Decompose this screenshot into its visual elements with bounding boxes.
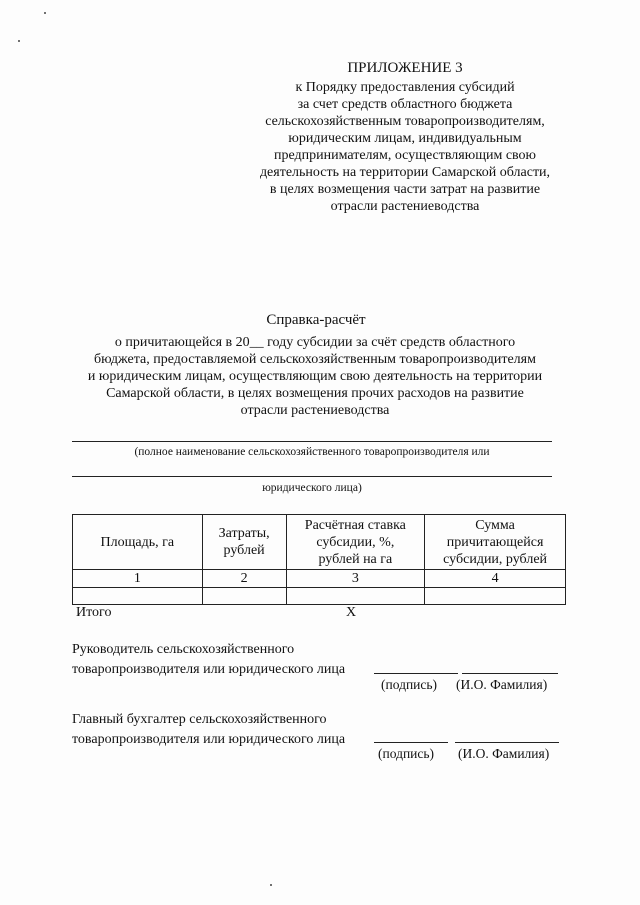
- column-number: 4: [425, 570, 566, 588]
- subtitle-line: о причитающейся в 20__ году субсидии за счёт средств областного: [114, 335, 516, 350]
- director-signature-block: [72, 640, 345, 680]
- table-row: [73, 588, 566, 605]
- recipient-name-line-2: [72, 476, 552, 477]
- total-label: Итого: [76, 605, 112, 620]
- appendix-line: юридическим лицам, индивидуальным: [288, 131, 522, 146]
- document-title: Справка-расчёт: [266, 312, 366, 328]
- appendix-line: предпринимателям, осуществляющим свою: [273, 148, 537, 163]
- appendix-header: [240, 60, 570, 215]
- costs-cell[interactable]: [202, 588, 286, 605]
- director-name-label: (И.О. Фамилия): [456, 677, 548, 692]
- header-area: Площадь, га: [73, 515, 203, 570]
- appendix-title: ПРИЛОЖЕНИЕ 3: [347, 60, 463, 76]
- accountant-role-line1: Главный бухгалтер сельскохозяйственного: [72, 712, 327, 727]
- director-signature-line[interactable]: [374, 673, 458, 674]
- director-role-line1: Руководитель сельскохозяйственного: [72, 642, 295, 657]
- subsidy-sum-cell[interactable]: [425, 588, 566, 605]
- director-name-line[interactable]: [462, 673, 558, 674]
- rate-cell[interactable]: [286, 588, 425, 605]
- appendix-line: сельскохозяйственным товаропроизводителям,: [265, 114, 545, 129]
- subtitle-line: Самарской области, в целях возмещения прочих расходов на развитие: [106, 386, 524, 401]
- header-costs: Затраты, рублей: [202, 515, 286, 570]
- scan-speck: [270, 884, 272, 886]
- accountant-name-label: (И.О. Фамилия): [458, 746, 550, 761]
- scan-speck: [18, 40, 20, 42]
- accountant-sign-label: (подпись): [378, 746, 435, 761]
- calculation-table: [72, 514, 566, 605]
- recipient-name-line-1: [72, 441, 552, 442]
- subtitle-line: бюджета, предоставляемой сельскохозяйственным товаропроизводителям: [94, 352, 536, 367]
- director-role-line2: товаропроизводителя или юридического лица: [72, 662, 346, 677]
- accountant-name-line[interactable]: [455, 742, 559, 743]
- area-cell[interactable]: [73, 588, 203, 605]
- subtitle-line: и юридическим лицам, осуществляющим свою деятельность на территории: [87, 369, 543, 384]
- table-header-row: [73, 515, 566, 570]
- column-number: 1: [73, 570, 203, 588]
- subtitle-line: отрасли растениеводства: [240, 403, 390, 418]
- column-number: 3: [286, 570, 425, 588]
- accountant-signature-block: [72, 710, 345, 750]
- recipient-hint-1: (полное наименование сельскохозяйственного товаропроизводителя или: [134, 446, 490, 458]
- header-subsidy-sum: Сумма причитающейся субсидии, рублей: [425, 515, 566, 570]
- accountant-role-line2: товаропроизводителя или юридического лица: [72, 732, 346, 747]
- total-mark: Х: [346, 605, 357, 620]
- accountant-signature-line[interactable]: [374, 742, 448, 743]
- column-number: 2: [202, 570, 286, 588]
- appendix-line: деятельность на территории Самарской области,: [259, 165, 551, 180]
- appendix-line: в целях возмещения части затрат на развитие: [269, 182, 541, 197]
- column-number-row: [73, 570, 566, 588]
- scan-speck: [44, 12, 46, 14]
- appendix-line: за счет средств областного бюджета: [297, 97, 513, 112]
- recipient-hint-2: юридического лица): [262, 482, 362, 494]
- appendix-line: к Порядку предоставления субсидий: [295, 80, 515, 95]
- director-sign-label: (подпись): [381, 677, 438, 692]
- document-subtitle: [60, 334, 570, 419]
- appendix-line: отрасли растениеводства: [330, 199, 480, 214]
- header-rate: Расчётная ставка субсидии, %, рублей на га: [286, 515, 425, 570]
